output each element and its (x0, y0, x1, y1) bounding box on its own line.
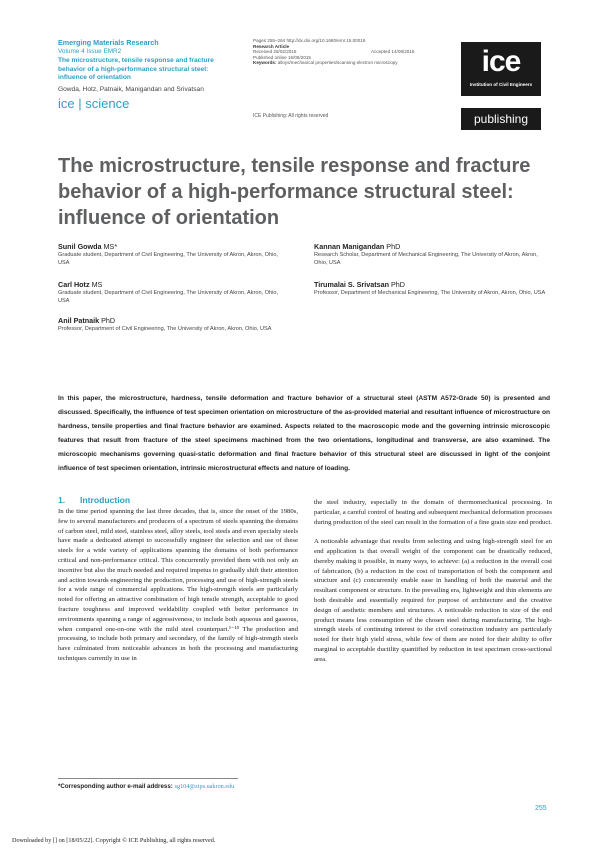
copyright-notice: ICE Publishing: All rights reserved (253, 113, 329, 119)
running-authors: Gowda, Hotz, Patnaik, Manigandan and Srivatsan (58, 85, 204, 93)
body-column-right (314, 498, 552, 674)
ice-logo-mark: ice (481, 45, 521, 78)
author-name: Carl Hotz MS (58, 280, 103, 289)
author-email-link[interactable]: sg104@zips.uakron.edu (174, 783, 235, 790)
article-title: The microstructure, tensile response and fracture behavior of a high-performance structural steel: influence of orientation (58, 155, 531, 229)
footnote (58, 783, 234, 790)
journal-header (58, 38, 238, 111)
pages-doi: Pages 255–264 http://dx.doi.org/10.1680/emr.15.00018 (253, 38, 366, 43)
section-number: 1. (58, 495, 66, 505)
article-type: Research Article (253, 43, 290, 49)
article-metadata (253, 38, 443, 119)
footnote-label: *Corresponding author e-mail address: (58, 783, 173, 790)
published-date: Published online 16/09/2015 (253, 54, 311, 60)
accepted-date: Accepted 14/09/2015 (371, 49, 415, 55)
author-affiliation: Research Scholar, Department of Mechanical Engineering, The University of Akron, Akron, Ohio, USA (314, 252, 538, 266)
footnote-rule (58, 778, 238, 779)
download-notice: Downloaded by [] on [18/05/22]. Copyright © ICE Publishing, all rights reserved. (12, 837, 216, 844)
journal-volume: Volume 4 Issue EMR2 (58, 48, 122, 55)
body-column-left (58, 507, 298, 674)
running-title: The microstructure, tensile response and fracture behavior of a high-performance structural steel: influence of orientation (58, 57, 214, 82)
body-paragraph: In the time period spanning the last three decades, that is, since the onset of the 1980s, few to several manufacturers and producers of a spectrum of steels spanning the domains of carbon steel, mild steel, stainless steel, alloy steels, tool steels and even specialty steels have made a dedicated attempt to successfully engineer the selection and use of these steels for a wide variety of applications spanning the domains of both performance critical and non-performance critical. This concurrently provided them with not only an incentive but also the much needed and required impetus to gradually shift their attention and action towards engineering the production, processing and use of high-strength steels for a wide range of commercial applications. The high-strength steels are particularly noted for offering an attractive combination of high tensile strength, acceptable to good fracture toughness and improved weldability coupled with better performance in environments spanning a range of aggressiveness, to include both aqueous and gaseous, when compared one-on-one with the mild steel counterpart.¹⁻¹⁰ The production and processing, to include both primary and secondary, of the family of high-strength steels have culminated from noticeable advances in both the processing and manufacturing techniques currently in use in (58, 508, 298, 662)
author-name: Tirumalai S. Srivatsan PhD (314, 280, 405, 289)
author-affiliation: Professor, Department of Civil Engineering, The University of Akron, Akron, Ohio, USA (58, 326, 272, 332)
author-block (314, 280, 552, 298)
author-affiliation: Graduate student, Department of Civil Engineering, The University of Akron, Akron, Ohio, USA (58, 290, 279, 304)
author-name: Sunil Gowda MS* (58, 242, 118, 251)
author-block (58, 280, 288, 305)
author-affiliation: Graduate student, Department of Civil Engineering, The University of Akron, Akron, Ohio, USA (58, 252, 279, 266)
section-title: Introduction (80, 495, 131, 505)
section-heading (58, 495, 130, 505)
publishing-logo: publishing (461, 108, 541, 130)
keywords-text: alloys/mechanical properties/scanning electron microscopy (277, 60, 398, 66)
author-name: Anil Patnaik PhD (58, 316, 116, 325)
keywords (253, 60, 443, 66)
author-block (58, 242, 288, 267)
ice-logo (461, 42, 541, 96)
abstract: In this paper, the microstructure, hardness, tensile deformation and fracture behavior of a structural steel (ASTM A572-Grade 50) is presented and discussed. Specifically, the influence of test specimen orientation on microstructure of the as-provided material and resultant influence of microstructure on hardness, tensile properties and final fracture behavior are examined. Aspects related to the macroscopic mode and the governing intrinsic microscopic features that result from fracture of the steel specimens machined from the two orientations, longitudinal and transverse, are also examined. The microscopic mechanisms governing quasi-static deformation and final fracture behavior of this structural steel are discussed in light of the conjoint influence of test specimen orientation, intrinsic microstructural effects and nature of loading. (58, 395, 550, 472)
keywords-label: Keywords: (253, 60, 277, 66)
received-date: Received 25/02/2015 (253, 49, 297, 55)
body-paragraph: the steel industry, especially in the domain of thermomechanical processing. In particular, a careful control of heating and subsequent mechanical deformation processes during production of the steel can result in the formation of a fine grain size end product. (314, 499, 552, 526)
page-number: 255 (535, 805, 547, 812)
author-affiliation: Professor, Department of Mechanical Engineering, The University of Akron, Akron, Ohio, USA (314, 290, 546, 296)
journal-name: Emerging Materials Research (58, 38, 159, 47)
body-paragraph: A noticeable advantage that results from selecting and using high-strength steel for an end application is that overall weight of the component can be drastically reduced, thereby making it possible, in many ways, to achieve: (a) a reduction in the overall cost of fabrication, (b) a reduction in the cost of transportation of both the component and structure and (c) concurrently enable ease in handling of both the material and the resultant component or structure. In the prevailing era, lightweight and thin elements are both desirable and essentially required for purpose of architecture and the creative design of aesthetic members and structures. A noticeable reduction in size of the end product means less consumption of the chosen steel during manufacturing. The high-strength steels of continuing interest to the civil construction industry are particularly noted for their high yield stress, while few of them are noted for their ability to offer marginal to acceptable ductility quantified by reduction in test specimen cross-sectional area. (314, 538, 552, 663)
author-block (58, 316, 288, 334)
author-name: Kannan Manigandan PhD (314, 242, 401, 251)
ice-science-brand: ice | science (58, 95, 130, 111)
author-block (314, 242, 552, 267)
ice-logo-institution: Institution of Civil Engineers (469, 82, 533, 87)
